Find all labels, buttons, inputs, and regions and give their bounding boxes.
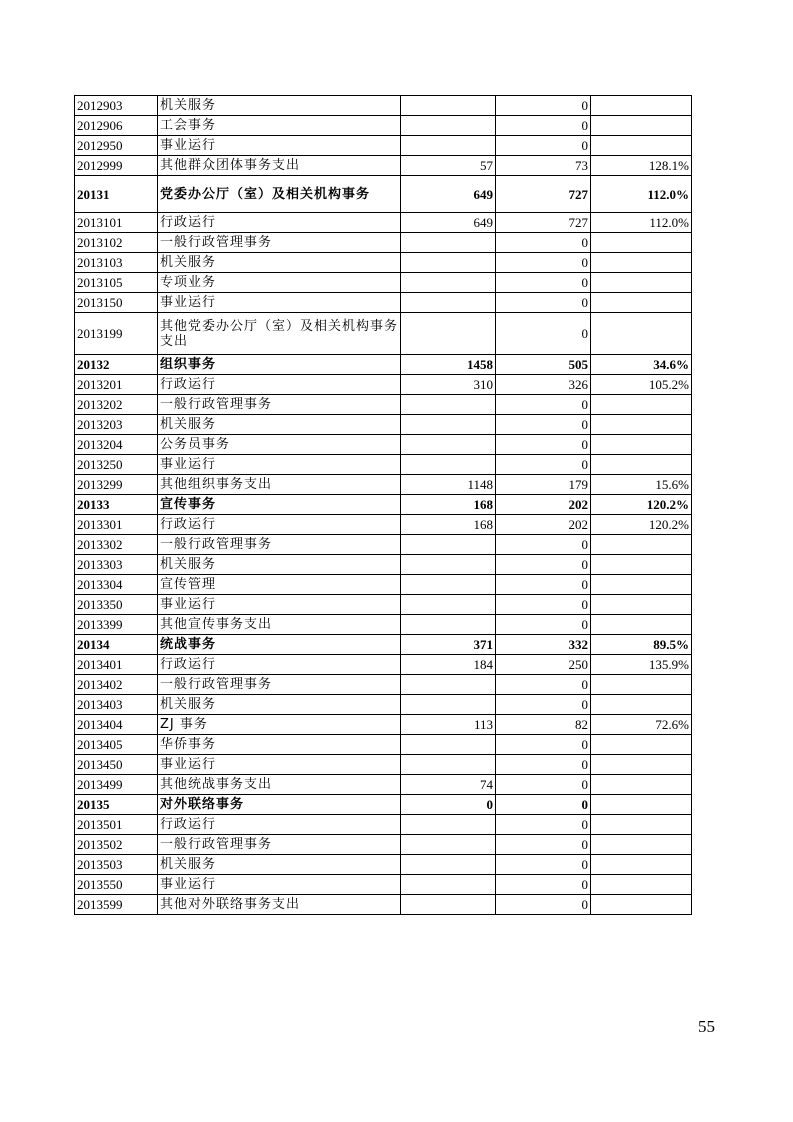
- row-name: 宣传管理: [158, 575, 401, 595]
- row-name: 其他宣传事务支出: [158, 615, 401, 635]
- row-value-a: [401, 615, 496, 635]
- row-code: 2013405: [75, 735, 158, 755]
- table-row: [75, 136, 692, 156]
- row-name: 一般行政管理事务: [158, 535, 401, 555]
- row-name: ZJ 事务: [158, 715, 401, 735]
- row-name: 机关服务: [158, 253, 401, 273]
- row-percent: [591, 795, 692, 815]
- row-percent: [591, 615, 692, 635]
- row-value-a: [401, 755, 496, 775]
- row-code: 2013399: [75, 615, 158, 635]
- row-percent: [591, 395, 692, 415]
- table-row-category: [75, 355, 692, 375]
- row-percent: [591, 136, 692, 156]
- row-name: 事业运行: [158, 875, 401, 895]
- table-row: [75, 273, 692, 293]
- row-name: 统战事务: [158, 635, 401, 655]
- table-row: [75, 156, 692, 176]
- row-code: 2013150: [75, 293, 158, 313]
- row-value-b: 0: [496, 555, 591, 575]
- table-row: [75, 455, 692, 475]
- table-row: [75, 835, 692, 855]
- row-code: 2013201: [75, 375, 158, 395]
- row-percent: 89.5%: [591, 635, 692, 655]
- row-value-a: [401, 675, 496, 695]
- row-value-a: [401, 233, 496, 253]
- row-value-a: 57: [401, 156, 496, 176]
- row-name: 行政运行: [158, 213, 401, 233]
- row-name: 党委办公厅（室）及相关机构事务: [158, 176, 401, 213]
- table-row-category: [75, 635, 692, 655]
- row-code: 2013403: [75, 695, 158, 715]
- row-value-a: 184: [401, 655, 496, 675]
- row-code: 2013502: [75, 835, 158, 855]
- row-code: 2013203: [75, 415, 158, 435]
- row-percent: [591, 855, 692, 875]
- row-code: 2013250: [75, 455, 158, 475]
- row-value-a: [401, 96, 496, 116]
- row-value-b: 332: [496, 635, 591, 655]
- row-name: 其他统战事务支出: [158, 775, 401, 795]
- row-name: 一般行政管理事务: [158, 675, 401, 695]
- row-percent: 34.6%: [591, 355, 692, 375]
- row-value-b: 0: [496, 855, 591, 875]
- row-percent: [591, 735, 692, 755]
- row-percent: 112.0%: [591, 176, 692, 213]
- row-code: 2013501: [75, 815, 158, 835]
- row-value-b: 0: [496, 735, 591, 755]
- row-value-a: 168: [401, 495, 496, 515]
- row-value-b: 202: [496, 495, 591, 515]
- row-percent: 112.0%: [591, 213, 692, 233]
- row-percent: [591, 435, 692, 455]
- row-name: 机关服务: [158, 695, 401, 715]
- row-value-a: 649: [401, 176, 496, 213]
- row-percent: [591, 253, 692, 273]
- row-value-a: [401, 395, 496, 415]
- table-row: [75, 695, 692, 715]
- table-row-category: [75, 795, 692, 815]
- row-code: 2012903: [75, 96, 158, 116]
- row-code: 20132: [75, 355, 158, 375]
- table-row: [75, 535, 692, 555]
- table-row: [75, 233, 692, 253]
- row-value-a: 74: [401, 775, 496, 795]
- row-name: 事业运行: [158, 595, 401, 615]
- row-percent: 105.2%: [591, 375, 692, 395]
- row-value-a: [401, 695, 496, 715]
- table-row: [75, 895, 692, 915]
- table-row: [75, 655, 692, 675]
- row-code: 2013402: [75, 675, 158, 695]
- row-code: 2013350: [75, 595, 158, 615]
- table-row: [75, 415, 692, 435]
- row-percent: 135.9%: [591, 655, 692, 675]
- row-name: 事业运行: [158, 455, 401, 475]
- table-row: [75, 293, 692, 313]
- row-value-a: [401, 293, 496, 313]
- row-code: 20135: [75, 795, 158, 815]
- row-code: 2013303: [75, 555, 158, 575]
- row-percent: 15.6%: [591, 475, 692, 495]
- row-value-b: 0: [496, 815, 591, 835]
- row-code: 2013204: [75, 435, 158, 455]
- row-value-a: 113: [401, 715, 496, 735]
- row-percent: [591, 575, 692, 595]
- row-value-b: 0: [496, 615, 591, 635]
- row-value-b: 0: [496, 136, 591, 156]
- row-name: 对外联络事务: [158, 795, 401, 815]
- row-value-a: [401, 415, 496, 435]
- table-row: [75, 775, 692, 795]
- row-value-a: [401, 455, 496, 475]
- table-row: [75, 435, 692, 455]
- row-name: 事业运行: [158, 293, 401, 313]
- table-row: [75, 575, 692, 595]
- row-value-a: [401, 815, 496, 835]
- row-name: 工会事务: [158, 116, 401, 136]
- row-value-b: 505: [496, 355, 591, 375]
- row-value-a: 0: [401, 795, 496, 815]
- row-code: 2013302: [75, 535, 158, 555]
- row-value-b: 0: [496, 435, 591, 455]
- row-value-b: 0: [496, 253, 591, 273]
- row-value-b: 0: [496, 96, 591, 116]
- row-percent: [591, 116, 692, 136]
- row-percent: [591, 415, 692, 435]
- row-value-b: 727: [496, 176, 591, 213]
- budget-table: [74, 95, 692, 915]
- row-name: 一般行政管理事务: [158, 233, 401, 253]
- row-percent: [591, 695, 692, 715]
- row-code: 2013301: [75, 515, 158, 535]
- table-row: [75, 313, 692, 355]
- row-value-b: 250: [496, 655, 591, 675]
- row-name: 行政运行: [158, 515, 401, 535]
- row-code: 20131: [75, 176, 158, 213]
- row-value-b: 0: [496, 895, 591, 915]
- row-value-b: 73: [496, 156, 591, 176]
- row-percent: [591, 313, 692, 355]
- row-value-b: 0: [496, 415, 591, 435]
- row-value-b: 0: [496, 755, 591, 775]
- row-value-b: 727: [496, 213, 591, 233]
- row-name: 事业运行: [158, 136, 401, 156]
- row-name: 一般行政管理事务: [158, 835, 401, 855]
- row-name: 行政运行: [158, 815, 401, 835]
- row-code: 2012950: [75, 136, 158, 156]
- row-value-b: 0: [496, 116, 591, 136]
- row-value-b: 0: [496, 455, 591, 475]
- row-percent: [591, 755, 692, 775]
- row-percent: [591, 875, 692, 895]
- row-name: 机关服务: [158, 96, 401, 116]
- row-percent: [591, 835, 692, 855]
- row-value-b: 0: [496, 273, 591, 293]
- row-code: 2013599: [75, 895, 158, 915]
- row-name: 公务员事务: [158, 435, 401, 455]
- table-row-category: [75, 176, 692, 213]
- row-value-b: 0: [496, 395, 591, 415]
- row-value-b: 0: [496, 233, 591, 253]
- table-row: [75, 715, 692, 735]
- row-value-b: 0: [496, 535, 591, 555]
- row-code: 2013102: [75, 233, 158, 253]
- row-value-a: [401, 253, 496, 273]
- row-code: 2013503: [75, 855, 158, 875]
- row-name: 机关服务: [158, 555, 401, 575]
- row-value-a: [401, 136, 496, 156]
- row-value-a: [401, 313, 496, 355]
- row-code: 2013304: [75, 575, 158, 595]
- table-row: [75, 815, 692, 835]
- row-value-b: 0: [496, 313, 591, 355]
- table-row-category: [75, 495, 692, 515]
- row-code: 2013103: [75, 253, 158, 273]
- row-percent: [591, 555, 692, 575]
- row-name: 机关服务: [158, 415, 401, 435]
- row-value-a: [401, 835, 496, 855]
- table-row: [75, 595, 692, 615]
- row-name: 其他群众团体事务支出: [158, 156, 401, 176]
- row-value-b: 326: [496, 375, 591, 395]
- table-row: [75, 555, 692, 575]
- table-row: [75, 253, 692, 273]
- row-value-a: [401, 595, 496, 615]
- row-value-a: 649: [401, 213, 496, 233]
- row-code: 2013499: [75, 775, 158, 795]
- row-code: 20134: [75, 635, 158, 655]
- row-value-a: [401, 535, 496, 555]
- row-value-b: 0: [496, 695, 591, 715]
- row-name: 华侨事务: [158, 735, 401, 755]
- row-percent: [591, 895, 692, 915]
- row-code: 2012999: [75, 156, 158, 176]
- row-percent: [591, 775, 692, 795]
- row-value-a: [401, 735, 496, 755]
- row-name: 行政运行: [158, 375, 401, 395]
- row-percent: [591, 595, 692, 615]
- table-row: [75, 675, 692, 695]
- row-value-a: [401, 273, 496, 293]
- row-name: 机关服务: [158, 855, 401, 875]
- row-percent: [591, 535, 692, 555]
- table-row: [75, 855, 692, 875]
- row-name: 其他对外联络事务支出: [158, 895, 401, 915]
- table-row: [75, 615, 692, 635]
- row-percent: 120.2%: [591, 515, 692, 535]
- table-row: [75, 515, 692, 535]
- row-name: 其他党委办公厅（室）及相关机构事务支出: [158, 313, 401, 355]
- row-value-b: 0: [496, 795, 591, 815]
- row-name: 一般行政管理事务: [158, 395, 401, 415]
- table-row: [75, 395, 692, 415]
- row-value-a: [401, 555, 496, 575]
- row-value-b: 202: [496, 515, 591, 535]
- row-code: 2012906: [75, 116, 158, 136]
- page-number: 55: [698, 1017, 715, 1036]
- table-row: [75, 213, 692, 233]
- row-value-a: [401, 435, 496, 455]
- row-value-b: 0: [496, 835, 591, 855]
- row-name: 组织事务: [158, 355, 401, 375]
- row-code: 2013550: [75, 875, 158, 895]
- row-code: 2013105: [75, 273, 158, 293]
- row-value-b: 82: [496, 715, 591, 735]
- row-value-b: 0: [496, 675, 591, 695]
- row-value-b: 0: [496, 875, 591, 895]
- row-code: 2013450: [75, 755, 158, 775]
- row-code: 2013299: [75, 475, 158, 495]
- table-row: [75, 755, 692, 775]
- table-row: [75, 875, 692, 895]
- row-name: 行政运行: [158, 655, 401, 675]
- row-percent: [591, 96, 692, 116]
- row-name: 其他组织事务支出: [158, 475, 401, 495]
- row-percent: [591, 675, 692, 695]
- table-row: [75, 475, 692, 495]
- row-value-b: 0: [496, 595, 591, 615]
- row-code: 2013404: [75, 715, 158, 735]
- row-value-b: 0: [496, 293, 591, 313]
- row-value-a: [401, 855, 496, 875]
- table-row: [75, 735, 692, 755]
- row-value-a: 310: [401, 375, 496, 395]
- row-percent: 120.2%: [591, 495, 692, 515]
- row-percent: [591, 455, 692, 475]
- table-row: [75, 116, 692, 136]
- row-value-a: 168: [401, 515, 496, 535]
- row-code: 2013401: [75, 655, 158, 675]
- row-code: 2013199: [75, 313, 158, 355]
- row-name: 事业运行: [158, 755, 401, 775]
- row-code: 2013202: [75, 395, 158, 415]
- row-percent: [591, 233, 692, 253]
- row-value-b: 179: [496, 475, 591, 495]
- row-value-a: 371: [401, 635, 496, 655]
- row-value-b: 0: [496, 575, 591, 595]
- row-code: 20133: [75, 495, 158, 515]
- row-percent: [591, 273, 692, 293]
- row-name: 专项业务: [158, 273, 401, 293]
- row-value-b: 0: [496, 775, 591, 795]
- row-value-a: 1148: [401, 475, 496, 495]
- row-percent: [591, 815, 692, 835]
- row-name: 宣传事务: [158, 495, 401, 515]
- row-percent: 72.6%: [591, 715, 692, 735]
- row-value-a: [401, 116, 496, 136]
- row-value-a: [401, 895, 496, 915]
- table-row: [75, 375, 692, 395]
- row-percent: 128.1%: [591, 156, 692, 176]
- row-value-a: [401, 875, 496, 895]
- row-value-a: [401, 575, 496, 595]
- table-row: [75, 96, 692, 116]
- row-code: 2013101: [75, 213, 158, 233]
- row-value-a: 1458: [401, 355, 496, 375]
- row-percent: [591, 293, 692, 313]
